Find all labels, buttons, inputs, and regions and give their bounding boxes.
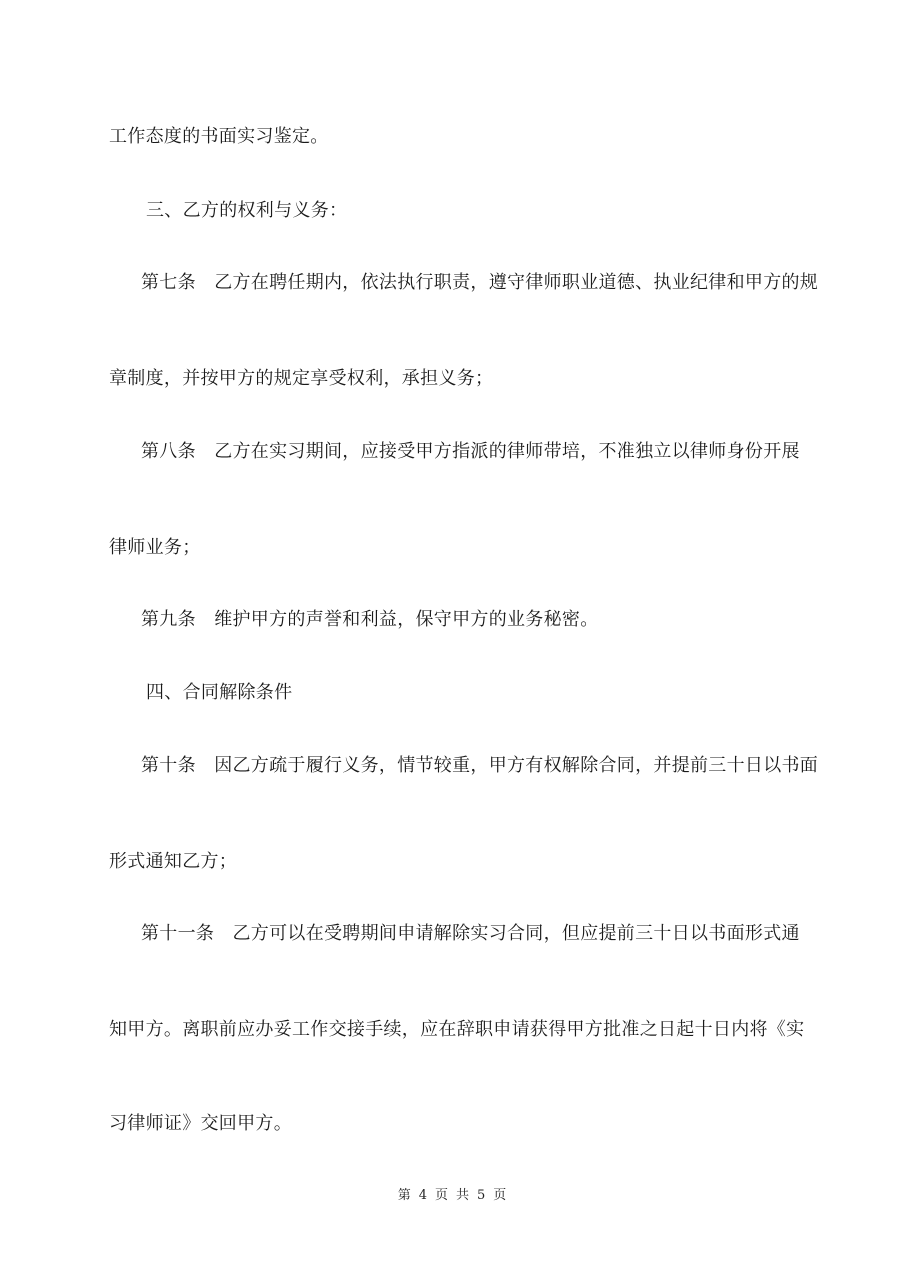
footer-total-word: 共: [456, 1188, 470, 1203]
article-10-line-1: 第十条 因乙方疏于履行义务，情节较重，甲方有权解除合同，并提前三十日以书面: [141, 755, 819, 776]
page-footer: [0, 1187, 904, 1205]
article-7-line-2: 章制度，并按甲方的规定享受权利，承担义务；: [109, 368, 494, 389]
paragraph-line: 工作态度的书面实习鉴定。: [109, 126, 329, 147]
footer-prefix: 第: [397, 1188, 411, 1203]
footer-suffix: 页: [493, 1188, 507, 1203]
article-11-line-1: 第十一条 乙方可以在受聘期间申请解除实习合同，但应提前三十日以书面形式通: [141, 923, 800, 944]
article-9: 第九条 维护甲方的声誉和利益，保守甲方的业务秘密。: [141, 609, 599, 630]
current-page-number: 4: [418, 1188, 427, 1203]
article-11-line-2: 知甲方。离职前应办妥工作交接手续，应在辞职申请获得甲方批准之日起十日内将《实: [109, 1019, 805, 1040]
section-heading: 三、乙方的权利与义务：: [146, 200, 348, 221]
article-11-line-3: 习律师证》交回甲方。: [109, 1113, 292, 1134]
footer-page-word: 页: [434, 1188, 448, 1203]
article-8-line-1: 第八条 乙方在实习期间，应接受甲方指派的律师带培，不准独立以律师身份开展: [141, 441, 800, 462]
article-8-line-2: 律师业务；: [109, 537, 201, 558]
section-heading: 四、合同解除条件: [146, 682, 293, 703]
article-7-line-1: 第七条 乙方在聘任期内，依法执行职责，遵守律师职业道德、执业纪律和甲方的规: [141, 272, 819, 293]
total-page-number: 5: [477, 1188, 486, 1203]
article-10-line-2: 形式通知乙方；: [109, 851, 238, 872]
